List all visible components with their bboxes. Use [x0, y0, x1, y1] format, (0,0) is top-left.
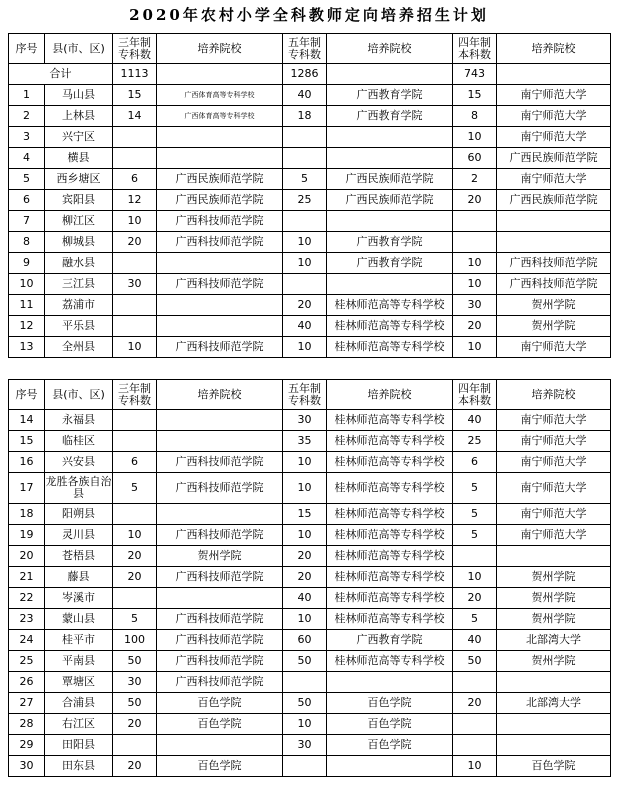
- three-year-school: [157, 295, 283, 316]
- row-number: 25: [9, 651, 45, 672]
- three-year-school: 广西体育高等专科学校: [157, 106, 283, 127]
- county-name: 柳城县: [45, 232, 113, 253]
- five-year-school: 桂林师范高等专科学校: [327, 410, 453, 431]
- row-number: 16: [9, 452, 45, 473]
- four-year-school: 北部湾大学: [497, 693, 611, 714]
- table-row: [9, 630, 611, 651]
- county-name: 全州县: [45, 337, 113, 358]
- row-number: 5: [9, 169, 45, 190]
- five-year-school: 百色学院: [327, 693, 453, 714]
- three-year-count: 20: [113, 546, 157, 567]
- table-row: [9, 693, 611, 714]
- row-number: 7: [9, 211, 45, 232]
- enrollment-table-part-1: [8, 33, 611, 358]
- three-year-count: 20: [113, 567, 157, 588]
- three-year-count: [113, 410, 157, 431]
- table-row: [9, 567, 611, 588]
- row-number: 18: [9, 504, 45, 525]
- table-row: [9, 295, 611, 316]
- four-year-school: 南宁师范大学: [497, 127, 611, 148]
- county-name: 龙胜各族自治县: [45, 473, 113, 504]
- five-year-school: 桂林师范高等专科学校: [327, 431, 453, 452]
- three-year-count: [113, 253, 157, 274]
- county-name: 融水县: [45, 253, 113, 274]
- four-year-count: 20: [453, 316, 497, 337]
- four-year-count: 10: [453, 127, 497, 148]
- total-three-year: 1113: [113, 64, 157, 85]
- table-row: [9, 609, 611, 630]
- three-year-count: [113, 148, 157, 169]
- five-year-school: [327, 274, 453, 295]
- four-year-count: [453, 232, 497, 253]
- three-year-school: 广西科技师范学院: [157, 452, 283, 473]
- four-year-school: [497, 735, 611, 756]
- four-year-count: [453, 672, 497, 693]
- four-year-school: 南宁师范大学: [497, 169, 611, 190]
- row-number: 22: [9, 588, 45, 609]
- county-name: 横县: [45, 148, 113, 169]
- three-year-school: [157, 410, 283, 431]
- three-year-count: 12: [113, 190, 157, 211]
- five-year-count: 25: [283, 190, 327, 211]
- three-year-count: [113, 295, 157, 316]
- table-row: [9, 85, 611, 106]
- four-year-count: [453, 735, 497, 756]
- county-name: 西乡塘区: [45, 169, 113, 190]
- four-year-count: 2: [453, 169, 497, 190]
- four-year-count: 15: [453, 85, 497, 106]
- five-year-count: 15: [283, 504, 327, 525]
- three-year-count: 5: [113, 473, 157, 504]
- five-year-count: 40: [283, 316, 327, 337]
- row-number: 24: [9, 630, 45, 651]
- three-year-school: [157, 148, 283, 169]
- five-year-count: 50: [283, 693, 327, 714]
- four-year-school: 南宁师范大学: [497, 525, 611, 546]
- county-name: 马山县: [45, 85, 113, 106]
- three-year-count: [113, 431, 157, 452]
- county-name: 田阳县: [45, 735, 113, 756]
- four-year-school: 广西民族师范学院: [497, 190, 611, 211]
- five-year-count: [283, 672, 327, 693]
- header-no: 序号: [9, 380, 45, 410]
- four-year-school: 广西科技师范学院: [497, 253, 611, 274]
- row-number: 4: [9, 148, 45, 169]
- three-year-school: [157, 735, 283, 756]
- three-year-count: 14: [113, 106, 157, 127]
- four-year-school: 南宁师范大学: [497, 106, 611, 127]
- county-name: 桂平市: [45, 630, 113, 651]
- five-year-school: [327, 672, 453, 693]
- five-year-count: 60: [283, 630, 327, 651]
- header-county: 县(市、区): [45, 34, 113, 64]
- three-year-school: 广西体育高等专科学校: [157, 85, 283, 106]
- four-year-count: [453, 211, 497, 232]
- five-year-school: 桂林师范高等专科学校: [327, 316, 453, 337]
- header-school: 培养院校: [497, 34, 611, 64]
- table-row: [9, 232, 611, 253]
- five-year-school: 广西教育学院: [327, 630, 453, 651]
- table-row: [9, 148, 611, 169]
- county-name: 三江县: [45, 274, 113, 295]
- table-row: [9, 274, 611, 295]
- table-row: [9, 473, 611, 504]
- five-year-school: 广西民族师范学院: [327, 169, 453, 190]
- four-year-school: 贺州学院: [497, 567, 611, 588]
- three-year-school: [157, 504, 283, 525]
- header-five-year: 五年制专科数: [283, 34, 327, 64]
- five-year-school: 桂林师范高等专科学校: [327, 609, 453, 630]
- four-year-count: [453, 546, 497, 567]
- three-year-school: [157, 431, 283, 452]
- three-year-count: [113, 316, 157, 337]
- four-year-school: 百色学院: [497, 756, 611, 777]
- four-year-count: 6: [453, 452, 497, 473]
- five-year-count: 30: [283, 410, 327, 431]
- five-year-school: 桂林师范高等专科学校: [327, 567, 453, 588]
- four-year-school: 南宁师范大学: [497, 473, 611, 504]
- page-break: [0, 370, 618, 379]
- table-row: [9, 546, 611, 567]
- five-year-school: 百色学院: [327, 714, 453, 735]
- four-year-count: 10: [453, 337, 497, 358]
- three-year-count: 30: [113, 672, 157, 693]
- table-row: [9, 316, 611, 337]
- five-year-count: [283, 756, 327, 777]
- three-year-school: 广西科技师范学院: [157, 630, 283, 651]
- row-number: 11: [9, 295, 45, 316]
- four-year-count: 10: [453, 567, 497, 588]
- row-number: 15: [9, 431, 45, 452]
- table-row: [9, 525, 611, 546]
- row-number: 8: [9, 232, 45, 253]
- row-number: 17: [9, 473, 45, 504]
- four-year-count: 40: [453, 410, 497, 431]
- header-four-year: 四年制本科数: [453, 380, 497, 410]
- five-year-count: 40: [283, 85, 327, 106]
- four-year-school: [497, 211, 611, 232]
- header-three-year: 三年制专科数: [113, 34, 157, 64]
- four-year-school: [497, 672, 611, 693]
- three-year-school: [157, 588, 283, 609]
- five-year-count: [283, 274, 327, 295]
- row-number: 23: [9, 609, 45, 630]
- three-year-count: 6: [113, 452, 157, 473]
- row-number: 2: [9, 106, 45, 127]
- three-year-count: 20: [113, 714, 157, 735]
- header-row: [9, 34, 611, 64]
- table-row: [9, 504, 611, 525]
- five-year-count: 5: [283, 169, 327, 190]
- header-three-year: 三年制专科数: [113, 380, 157, 410]
- county-name: 藤县: [45, 567, 113, 588]
- five-year-count: [283, 127, 327, 148]
- five-year-count: 10: [283, 473, 327, 504]
- five-year-school: 广西教育学院: [327, 106, 453, 127]
- three-year-count: [113, 735, 157, 756]
- header-row: [9, 380, 611, 410]
- five-year-count: 10: [283, 525, 327, 546]
- row-number: 6: [9, 190, 45, 211]
- three-year-count: 100: [113, 630, 157, 651]
- three-year-school: 广西科技师范学院: [157, 337, 283, 358]
- three-year-count: [113, 588, 157, 609]
- four-year-count: 10: [453, 756, 497, 777]
- table-row: [9, 431, 611, 452]
- five-year-school: 广西教育学院: [327, 85, 453, 106]
- three-year-school: 广西科技师范学院: [157, 651, 283, 672]
- county-name: 荔浦市: [45, 295, 113, 316]
- table-row: [9, 337, 611, 358]
- five-year-school: 桂林师范高等专科学校: [327, 295, 453, 316]
- three-year-school: 贺州学院: [157, 546, 283, 567]
- five-year-school: 广西民族师范学院: [327, 190, 453, 211]
- three-year-school: [157, 316, 283, 337]
- table-row: [9, 651, 611, 672]
- four-year-school: 南宁师范大学: [497, 85, 611, 106]
- row-number: 26: [9, 672, 45, 693]
- county-name: 蒙山县: [45, 609, 113, 630]
- table-row: [9, 253, 611, 274]
- table-row: [9, 106, 611, 127]
- county-name: 合浦县: [45, 693, 113, 714]
- county-name: 兴安县: [45, 452, 113, 473]
- table-row: [9, 211, 611, 232]
- county-name: 柳江区: [45, 211, 113, 232]
- county-name: 宾阳县: [45, 190, 113, 211]
- five-year-count: [283, 211, 327, 232]
- header-four-year: 四年制本科数: [453, 34, 497, 64]
- row-number: 13: [9, 337, 45, 358]
- four-year-count: 10: [453, 274, 497, 295]
- table-row: [9, 410, 611, 431]
- three-year-school: 广西民族师范学院: [157, 190, 283, 211]
- four-year-school: 贺州学院: [497, 609, 611, 630]
- five-year-school: [327, 127, 453, 148]
- table-row: [9, 190, 611, 211]
- table-row: [9, 672, 611, 693]
- five-year-school: 桂林师范高等专科学校: [327, 452, 453, 473]
- row-number: 3: [9, 127, 45, 148]
- county-name: 灵川县: [45, 525, 113, 546]
- county-name: 平乐县: [45, 316, 113, 337]
- five-year-school: 百色学院: [327, 735, 453, 756]
- five-year-count: 10: [283, 253, 327, 274]
- header-five-year: 五年制专科数: [283, 380, 327, 410]
- row-number: 30: [9, 756, 45, 777]
- four-year-count: 60: [453, 148, 497, 169]
- four-year-count: 50: [453, 651, 497, 672]
- header-school: 培养院校: [157, 34, 283, 64]
- three-year-school: 广西民族师范学院: [157, 169, 283, 190]
- five-year-school: 广西教育学院: [327, 253, 453, 274]
- county-name: 平南县: [45, 651, 113, 672]
- five-year-school: [327, 211, 453, 232]
- five-year-school: 桂林师范高等专科学校: [327, 588, 453, 609]
- three-year-count: 10: [113, 525, 157, 546]
- four-year-count: 25: [453, 431, 497, 452]
- five-year-count: 20: [283, 546, 327, 567]
- three-year-school: 百色学院: [157, 693, 283, 714]
- row-number: 12: [9, 316, 45, 337]
- row-number: 29: [9, 735, 45, 756]
- county-name: 临桂区: [45, 431, 113, 452]
- row-number: 28: [9, 714, 45, 735]
- four-year-count: 20: [453, 693, 497, 714]
- five-year-count: 20: [283, 567, 327, 588]
- four-year-count: 5: [453, 525, 497, 546]
- four-year-count: 30: [453, 295, 497, 316]
- five-year-count: 20: [283, 295, 327, 316]
- four-year-count: 40: [453, 630, 497, 651]
- four-year-count: 5: [453, 504, 497, 525]
- total-row: [9, 64, 611, 85]
- four-year-school: 贺州学院: [497, 295, 611, 316]
- four-year-school: 贺州学院: [497, 316, 611, 337]
- three-year-count: 6: [113, 169, 157, 190]
- three-year-count: 50: [113, 651, 157, 672]
- three-year-school: 广西科技师范学院: [157, 525, 283, 546]
- row-number: 10: [9, 274, 45, 295]
- table-row: [9, 169, 611, 190]
- five-year-school: 桂林师范高等专科学校: [327, 337, 453, 358]
- header-no: 序号: [9, 34, 45, 64]
- header-county: 县(市、区): [45, 380, 113, 410]
- header-school: 培养院校: [327, 380, 453, 410]
- three-year-school: 广西科技师范学院: [157, 274, 283, 295]
- five-year-school: 桂林师范高等专科学校: [327, 504, 453, 525]
- header-school: 培养院校: [327, 34, 453, 64]
- row-number: 14: [9, 410, 45, 431]
- four-year-school: 北部湾大学: [497, 630, 611, 651]
- row-number: 21: [9, 567, 45, 588]
- three-year-school: 百色学院: [157, 756, 283, 777]
- four-year-count: 8: [453, 106, 497, 127]
- row-number: 27: [9, 693, 45, 714]
- four-year-count: 20: [453, 190, 497, 211]
- five-year-count: 50: [283, 651, 327, 672]
- three-year-school: 广西科技师范学院: [157, 567, 283, 588]
- row-number: 9: [9, 253, 45, 274]
- total-label: 合计: [9, 64, 113, 85]
- total-four-year: 743: [453, 64, 497, 85]
- header-school: 培养院校: [157, 380, 283, 410]
- four-year-count: [453, 714, 497, 735]
- county-name: 阳朔县: [45, 504, 113, 525]
- five-year-count: 10: [283, 337, 327, 358]
- four-year-school: [497, 546, 611, 567]
- three-year-count: 50: [113, 693, 157, 714]
- county-name: 兴宁区: [45, 127, 113, 148]
- row-number: 19: [9, 525, 45, 546]
- header-school: 培养院校: [497, 380, 611, 410]
- four-year-school: 南宁师范大学: [497, 337, 611, 358]
- four-year-school: [497, 232, 611, 253]
- three-year-school: [157, 127, 283, 148]
- five-year-school: [327, 148, 453, 169]
- table-row: [9, 452, 611, 473]
- three-year-school: [157, 253, 283, 274]
- three-year-school: 百色学院: [157, 714, 283, 735]
- three-year-count: 20: [113, 232, 157, 253]
- three-year-count: [113, 127, 157, 148]
- three-year-school: 广西科技师范学院: [157, 211, 283, 232]
- three-year-school: 广西科技师范学院: [157, 473, 283, 504]
- five-year-count: 30: [283, 735, 327, 756]
- three-year-count: 10: [113, 211, 157, 232]
- enrollment-table-part-2: [8, 379, 611, 777]
- three-year-school: 广西科技师范学院: [157, 609, 283, 630]
- five-year-count: [283, 148, 327, 169]
- three-year-count: 5: [113, 609, 157, 630]
- five-year-count: 10: [283, 232, 327, 253]
- five-year-school: 广西教育学院: [327, 232, 453, 253]
- table-row: [9, 735, 611, 756]
- page-title: 2020年农村小学全科教师定向培养招生计划: [129, 6, 489, 24]
- three-year-school: 广西科技师范学院: [157, 232, 283, 253]
- table-row: [9, 756, 611, 777]
- five-year-count: 10: [283, 452, 327, 473]
- county-name: 永福县: [45, 410, 113, 431]
- table-row: [9, 127, 611, 148]
- four-year-school: 贺州学院: [497, 588, 611, 609]
- total-five-year: 1286: [283, 64, 327, 85]
- county-name: 岑溪市: [45, 588, 113, 609]
- four-year-school: 广西民族师范学院: [497, 148, 611, 169]
- four-year-count: 10: [453, 253, 497, 274]
- four-year-school: 南宁师范大学: [497, 431, 611, 452]
- five-year-count: 10: [283, 609, 327, 630]
- five-year-count: 18: [283, 106, 327, 127]
- four-year-school: 南宁师范大学: [497, 504, 611, 525]
- five-year-school: 桂林师范高等专科学校: [327, 473, 453, 504]
- five-year-school: 桂林师范高等专科学校: [327, 525, 453, 546]
- county-name: 右江区: [45, 714, 113, 735]
- table-row: [9, 714, 611, 735]
- table-row: [9, 588, 611, 609]
- three-year-school: 广西科技师范学院: [157, 672, 283, 693]
- four-year-count: 20: [453, 588, 497, 609]
- three-year-count: 20: [113, 756, 157, 777]
- county-name: 上林县: [45, 106, 113, 127]
- five-year-school: 桂林师范高等专科学校: [327, 546, 453, 567]
- three-year-count: 10: [113, 337, 157, 358]
- five-year-school: 桂林师范高等专科学校: [327, 651, 453, 672]
- four-year-school: 贺州学院: [497, 651, 611, 672]
- three-year-count: [113, 504, 157, 525]
- county-name: 田东县: [45, 756, 113, 777]
- three-year-count: 30: [113, 274, 157, 295]
- five-year-count: 35: [283, 431, 327, 452]
- three-year-count: 15: [113, 85, 157, 106]
- four-year-count: 5: [453, 609, 497, 630]
- five-year-school: [327, 756, 453, 777]
- four-year-school: 南宁师范大学: [497, 452, 611, 473]
- four-year-school: [497, 714, 611, 735]
- county-name: 苍梧县: [45, 546, 113, 567]
- four-year-school: 广西科技师范学院: [497, 274, 611, 295]
- county-name: 覃塘区: [45, 672, 113, 693]
- four-year-school: 南宁师范大学: [497, 410, 611, 431]
- five-year-count: 40: [283, 588, 327, 609]
- five-year-count: 10: [283, 714, 327, 735]
- row-number: 20: [9, 546, 45, 567]
- row-number: 1: [9, 85, 45, 106]
- four-year-count: 5: [453, 473, 497, 504]
